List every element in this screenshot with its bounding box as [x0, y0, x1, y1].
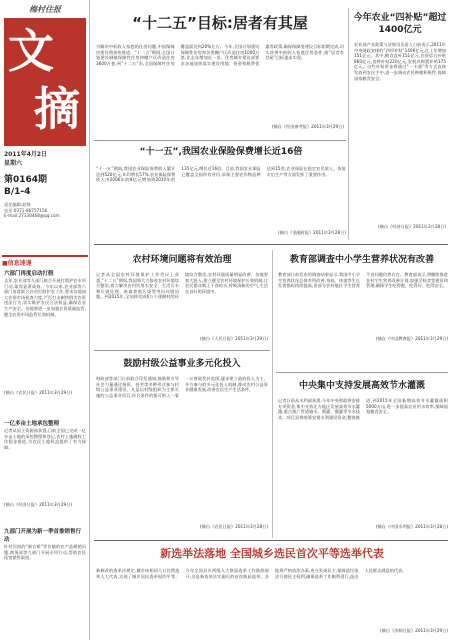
- nutrition-body: 教育部日前发布的调查结果显示,我国中小学生营养状况总体有所改善,身高、体重等生长发育指标持续提高,但部分农村地区学生营养不良问题仍然存在。教育部表示,将继续推进农村学生营养改善计划,加强学校食堂建设和管理,确保学生吃得饱、吃得好、吃得安全。: [278, 272, 448, 289]
- nutrition-source: (摘自《中国教育报》2011年3月29日): [375, 336, 448, 341]
- irrigation-body: 记者日前从水利部获悉,今年中央财政将安排专项资金,集中支持北方地区发展高效节水灌溉,重点推广管道输水、喷灌、微灌等节水技术。项目县将统筹安排水利建设资金,整体推进,到2015年全国新增高效节水灌溉面积5000万亩,进一步提高农业用水效率,保障国家粮食安全。: [278, 398, 448, 420]
- irrigation-title: 中央集中支持发展高效节水灌溉: [298, 381, 425, 391]
- editor-info: [4, 202, 86, 219]
- nutrition-title: 教育部调查中小学生营养状况有改善: [289, 255, 434, 265]
- weekday: 星期六: [4, 160, 23, 167]
- divider: [348, 8, 349, 240]
- issue-block: [4, 174, 86, 198]
- divider: [94, 140, 346, 141]
- brief-2: [4, 420, 86, 508]
- brief-3-title: 九部门开展为新一季首推销售行动: [4, 529, 82, 543]
- subsidy-source: (摘自《经济日报》2011年3月28日): [378, 224, 446, 229]
- election-body: 新修改的选举法规定,城乡按相同人口比例选举人大代表,实现了城乡居民选举权的平等。今年全国县乡两级人大换届选举工作陆续展开,这是新选举法实施后的首次换届选举。各地将严格依法办事,充分发扬民主,保障选民依法行使民主权利,确保选举工作顺利进行,选出人民群众满意的代表。: [96, 568, 407, 579]
- top-article-body: 为解决中低收入家庭的住房问题,中国保障房建设将加快推进。“十二五”期间,全国计划建设城镇保障性住房和棚户区改造住房3600万套,到“十二五”末,全国保障性住房覆盖面达到20%左右。今年,全国计划建设保障性住房和各类棚户区改造住房1000万套,比去年增加近一倍。住房城乡建设部要求各地加快落实建设用地、资金和税费优惠等政策,确保保障房建设目标如期完成,切实改善中低收入家庭住房条件,使“居者有其屋”目标逐步实现。: [96, 44, 344, 66]
- divider: [272, 250, 273, 538]
- divider: [94, 350, 270, 351]
- brief-3-body: 针对河南的“新合桥”等乡镇的农产品滞销问题,商务部等九部门开展专项行动,帮助农民拓宽销售渠道。: [4, 544, 86, 561]
- brief-1-source: (摘自《农民日报》2011年3月29日): [4, 390, 72, 395]
- date-block: [4, 150, 86, 168]
- brief-2-title: 一亿多亩土地承包整理: [4, 421, 60, 427]
- page-range: B/1-4: [4, 187, 31, 197]
- brief-2-body: 记者从国土资源部获悉,目前全国已完成一亿多亩土地的承包整理和登记,农村土地确权工作稳步推进,为农民土地权益提供了有力保障。: [4, 428, 86, 450]
- public-welfare-title: 鼓励村级公益事业多元化投入: [123, 359, 241, 369]
- environment-body: 记者从全国农村环境保护工作会议上获悉,“十二五”期间,我国将大力推进农村环境综合整治,着力解决农村饮用水安全、生活污水和垃圾处理、畜禽养殖污染等突出环境问题。到2015年,全国将完成6万个建制村的环境综合整治,农村环境质量明显改善。各地要加大投入,建立健全农村环境保护长效机制,让农民群众喝上干净的水,呼吸清新的空气,生活在良好的环境中。: [96, 272, 268, 300]
- brief-1-title: 六部门再度启动打假: [4, 271, 54, 277]
- public-welfare-source: (摘自《农民日报》2011年3月28日): [200, 524, 268, 529]
- subsidy-body: 农业部产业政策与法规司负责人日前表示,2011年中央财政安排的“四项补贴”1406亿元,比上年增加151亿元。其中,粮食直补151亿元,农资综合补贴860亿元,良种补贴220亿元,农机具购置补贴175亿元。这些补贴资金将通过“一卡通”等方式直接发放到农民手中,进一步调动农民种粮积极性,保障国家粮食安全。: [354, 42, 446, 81]
- news-brief-header: ■信息速递: [2, 255, 88, 264]
- date: 2011年4月2日: [4, 151, 48, 158]
- section-title-char-2: 摘: [34, 82, 80, 136]
- brief-2-source: (摘自《经济日报》2011年3月29日): [4, 502, 72, 507]
- section-title-block: [4, 18, 86, 146]
- insurance-title: “十一五”,我国农业保险保费增长近16倍: [139, 147, 303, 157]
- email: E-mail:27330468@qq.com: [4, 213, 60, 219]
- sidebar: [0, 0, 90, 640]
- election-source: (摘自《法制日报》2011年3月29日): [380, 628, 448, 633]
- editor: 责任编辑:赵锦: [4, 202, 31, 207]
- top-article-source: (摘自《经济参考报》2011年3月29日): [271, 124, 344, 129]
- section-title-char-1: 文: [8, 24, 54, 78]
- top-article-title: “十二五”目标:居者有其屋: [132, 14, 308, 32]
- insurance-source: (摘自《金融时报》2011年3月28日): [278, 230, 346, 235]
- brief-1-body: 去年,农业部等九部门联合开展打假护农专项行动,取得显著成效。今年以来,农业部等六部门再度联合启动打假护农工作,要求各地加大农资市场检查力度,严厉打击制售假劣农资违法行为,切实维护农民合法权益,确保农业生产安全。各地要进一步加强农资质量监管,健全农资市场监管长效机制。: [4, 278, 86, 317]
- brief-1: [4, 270, 86, 396]
- public-welfare-body: 财政部等部门日前联合印发通知,鼓励和引导社会力量通过捐资、投劳等多种形式参与村级公益事业建设。凡是以村级组织为主体实施的公益事业项目,符合条件的都可纳入一事一议财政奖补范围,逐步建立政府投入为主、多方参与的多元化投入机制,推动农村公益事业健康发展,改善农民生产生活条件。: [96, 376, 268, 398]
- irrigation-source: (摘自《中国水利报》2011年3月28日): [375, 524, 448, 529]
- election-title: 新选举法落地 全国城乡选民首次平等选举代表: [160, 547, 384, 560]
- newspaper-brand: 梅村住报: [29, 5, 61, 14]
- subsidy-title: 今年农业“四补贴”超过1400亿元: [353, 13, 447, 35]
- brief-3: [4, 528, 86, 640]
- divider: [276, 372, 448, 373]
- issue-number: 第0164期: [4, 175, 48, 185]
- divider: [94, 540, 448, 541]
- insurance-body: “十一五”期间,我国农业保险保费收入累计达到520亿元,年均增长57%,农业保险保费收入由2006年的8亿元增加到2010年的135亿元,增长近16倍。目前,我国农业保险已覆盖全国所有省份,承保主要农作物品种达到15类,农业保险在稳定农民收入、恢复灾后生产等方面发挥了重要作用。: [96, 166, 346, 183]
- divider: [94, 244, 448, 245]
- phone: 电话:0371-86757156: [4, 207, 48, 213]
- environment-title: 农村环境问题将有效治理: [132, 255, 232, 265]
- environment-source: (摘自《人民日报》2011年3月29日): [200, 336, 268, 341]
